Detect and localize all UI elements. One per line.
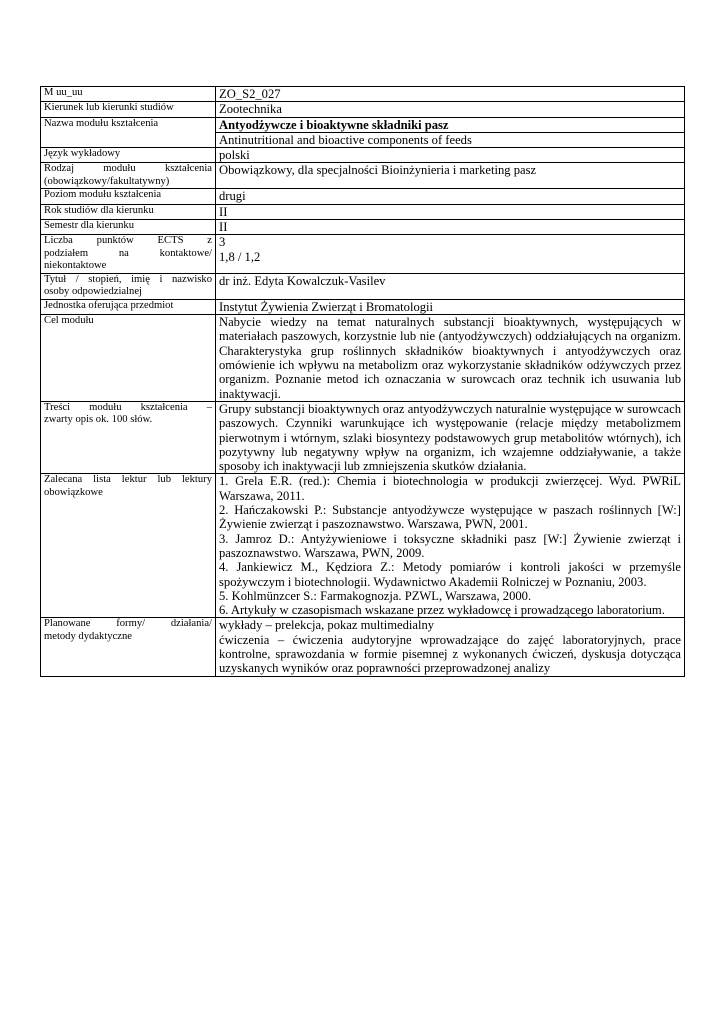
- label-ects-line3: niekontaktowe: [44, 260, 107, 272]
- label-module-code: M uu_uu: [41, 87, 216, 102]
- label-lecturer-line2: osoby odpowiedzialnej: [44, 286, 142, 298]
- row-literature: [41, 474, 685, 618]
- value-level: drugi: [216, 189, 685, 204]
- value-methods: [216, 618, 685, 676]
- row-language: [41, 148, 685, 163]
- label-methods-line1: Planowane formy/ działania/: [44, 618, 212, 630]
- literature-item: 1. Grela E.R. (red.): Chemia i biotechnologia w produkcji zwierzęcej. Wyd. PWRiL Warszawa, 2011.: [219, 474, 681, 503]
- row-year: [41, 204, 685, 219]
- literature-item: 3. Jamroz D.: Antyżywieniowe i toksyczne składniki pasz [W:] Żywienie zwierząt i paszoznawstwo. Warszawa, PWN, 2009.: [219, 531, 681, 560]
- value-module-type: Obowiązkowy, dla specjalności Bioinżynieria i marketing pasz: [216, 163, 685, 189]
- value-year: II: [216, 204, 685, 219]
- row-content: [41, 401, 685, 473]
- label-level: Poziom modułu kształcenia: [41, 189, 216, 204]
- label-unit: Jednostka oferująca przedmiot: [41, 299, 216, 314]
- label-module-type-line2: (obowiązkowy/fakultatywny): [44, 175, 170, 187]
- value-ects-split: 1,8 / 1,2: [219, 249, 261, 264]
- value-literature: [216, 474, 685, 618]
- label-module-name: Nazwa modułu kształcenia: [41, 117, 216, 148]
- label-methods-line2: metody dydaktyczne: [44, 630, 132, 642]
- label-goal: Cel modułu: [41, 315, 216, 402]
- label-field-of-study: Kierunek lub kierunki studiów: [41, 102, 216, 117]
- literature-item: 5. Kohlmünzcer S.: Farmakognozja. PZWL, Warszawa, 2000.: [219, 588, 532, 603]
- label-methods: [41, 618, 216, 676]
- label-module-type-line1: Rodzaj modułu kształcenia: [44, 163, 212, 175]
- label-content: [41, 401, 216, 473]
- value-semester: II: [216, 220, 685, 235]
- literature-item: 2. Hańczakowski P.: Substancje antyodżywcze występujące w paszach roślinnych [W:] Żywienie zwierząt i paszoznawstwo. Warszawa, PWN, 2001.: [219, 503, 681, 532]
- label-lecturer: [41, 273, 216, 299]
- value-goal: Nabycie wiedzy na temat naturalnych substancji bioaktywnych, występujących w materiałach paszowych, korzystnie lub nie (antyodżywczych) oddziałujących na organizm. Charakterystyka grup roślinnych składników bioaktywnych i antyodżywczych oraz omówienie ich wpływu na metabolizm oraz wykorzystanie składników odżywczych przez organizm. Poznanie metod ich oznaczania w surowcach oraz technik ich usuwania lub inaktywacji.: [216, 315, 685, 402]
- value-ects-total: 3: [219, 235, 226, 250]
- label-content-line2: zwarty opis ok. 100 słów.: [44, 414, 153, 426]
- label-module-type: [41, 163, 216, 189]
- row-goal: [41, 315, 685, 402]
- row-unit: [41, 299, 685, 314]
- row-module-name: [41, 117, 685, 148]
- label-lecturer-line1: Tytuł / stopień, imię i nazwisko: [44, 273, 212, 285]
- methods-lectures: wykłady – prelekcja, pokaz multimedialny: [219, 618, 435, 633]
- label-literature: [41, 474, 216, 618]
- label-ects: [41, 235, 216, 274]
- row-semester: [41, 220, 685, 235]
- value-lecturer: dr inż. Edyta Kowalczuk-Vasilev: [216, 273, 685, 299]
- label-language: Język wykładowy: [41, 148, 216, 163]
- label-year: Rok studiów dla kierunku: [41, 204, 216, 219]
- row-field-of-study: [41, 102, 685, 117]
- label-literature-line1: Zalecana lista lektur lub lektury: [44, 474, 212, 486]
- value-field-of-study: Zootechnika: [216, 102, 685, 117]
- label-literature-line2: obowiązkowe: [44, 486, 103, 498]
- label-ects-line1: Liczba punktów ECTS z: [44, 235, 212, 247]
- row-level: [41, 189, 685, 204]
- methods-exercises: ćwiczenia – ćwiczenia audytoryjne wprowadzające do zajęć laboratoryjnych, prace kontrolne, sprawozdania w formie pisemnej z wykonanych ćwiczeń, dyskusja dotycząca uzyskanych wyników oraz poprawności przeprowadzonej analizy: [219, 632, 681, 676]
- row-module-code: [41, 87, 685, 102]
- literature-item: 6. Artykuły w czasopismach wskazane przez wykładowcę i prowadzącego laboratorium.: [219, 603, 665, 618]
- module-name-english: Antinutritional and bioactive components of feeds: [216, 132, 684, 147]
- literature-item: 4. Jankiewicz M., Kędziora Z.: Metody pomiarów i kontroli jakości w przemyśle spożywczym i biotechnologii. Wydawnictwo Akademii Rolniczej w Poznaniu, 2003.: [219, 560, 681, 589]
- value-module-name: [216, 117, 685, 148]
- label-ects-line2: podziałem na kontaktowe/: [44, 247, 212, 259]
- row-methods: [41, 618, 685, 676]
- module-syllabus-table: [40, 86, 685, 677]
- label-content-line1: Treści modułu kształcenia –: [44, 401, 212, 413]
- value-language: polski: [216, 148, 685, 163]
- row-module-type: [41, 163, 685, 189]
- row-lecturer: [41, 273, 685, 299]
- value-unit: Instytut Żywienia Zwierząt i Bromatologii: [216, 299, 685, 314]
- value-content: Grupy substancji bioaktywnych oraz antyodżywczych naturalnie występujące w surowcach paszowych. Czynniki warunkujące ich występowanie (relacje między metabolizmem pierwotnym i wtórnym, szlaki biosyntezy podstawowych grup metabolitów wtórnych), ich pozytywny lub negatywny wpływ na organizm, ich wzajemne oddziaływanie, a także sposoby ich inaktywacji lub zmniejszenia skutków działania.: [216, 401, 685, 473]
- label-semester: Semestr dla kierunku: [41, 220, 216, 235]
- module-name-polish: Antyodżywcze i bioaktywne składniki pasz: [219, 117, 449, 132]
- value-ects: [216, 235, 685, 274]
- row-ects: [41, 235, 685, 274]
- value-module-code: ZO_S2_027: [216, 87, 685, 102]
